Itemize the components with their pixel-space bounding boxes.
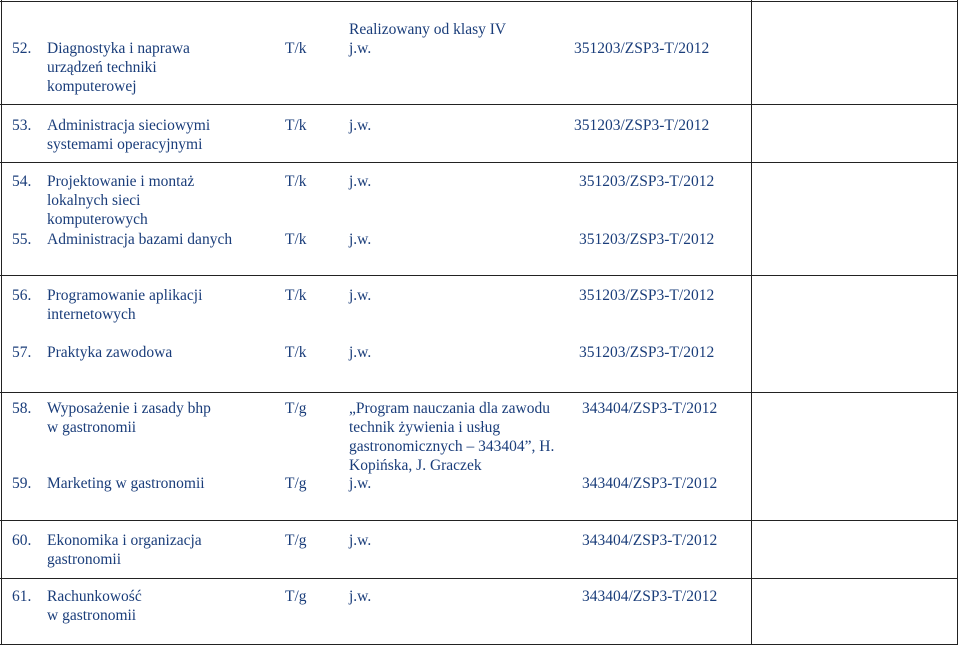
type-cell: T/k — [285, 344, 307, 361]
type-cell: T/k — [285, 287, 307, 304]
code-cell: 351203/ZSP3-T/2012 — [574, 117, 710, 134]
program-cell: j.w. — [349, 475, 372, 492]
subject-name-line: komputerowych — [47, 211, 148, 228]
row-number: 58. — [12, 400, 32, 417]
column-divider — [751, 0, 752, 644]
code-cell: 343404/ZSP3-T/2012 — [582, 588, 718, 605]
row-divider — [0, 1, 958, 2]
row-number: 52. — [12, 40, 32, 57]
subject-name-line: Administracja bazami danych — [47, 231, 233, 248]
code-cell: 343404/ZSP3-T/2012 — [582, 400, 718, 417]
program-cell: j.w. — [349, 287, 372, 304]
row-number: 54. — [12, 173, 32, 190]
program-line: technik żywienia i usług — [349, 419, 501, 436]
type-cell: T/g — [285, 475, 307, 492]
type-cell: T/g — [285, 532, 307, 549]
row-number: 61. — [12, 588, 32, 605]
program-line: gastronomicznych – 343404”, H. — [349, 438, 555, 455]
code-cell: 351203/ZSP3-T/2012 — [579, 344, 715, 361]
subject-name-line: Ekonomika i organizacja — [47, 532, 202, 549]
program-cell: j.w. — [349, 532, 372, 549]
subject-name-line: internetowych — [47, 306, 136, 323]
row-number: 56. — [12, 287, 32, 304]
subject-name-line: w gastronomii — [47, 607, 137, 624]
subject-name-line: Diagnostyka i naprawa — [47, 40, 190, 57]
subject-name-line: systemami operacyjnymi — [47, 136, 203, 153]
program-cell: j.w. — [349, 231, 372, 248]
header-note: Realizowany od klasy IV — [349, 21, 507, 38]
subject-name-line: Praktyka zawodowa — [47, 344, 173, 361]
subject-name-line: Administracja sieciowymi — [47, 117, 211, 134]
subject-name-line: Programowanie aplikacji — [47, 287, 203, 304]
subject-name-line: Rachunkowość — [47, 588, 142, 605]
row-number: 60. — [12, 532, 32, 549]
code-cell: 351203/ZSP3-T/2012 — [579, 231, 715, 248]
type-cell: T/k — [285, 40, 307, 57]
code-cell: 351203/ZSP3-T/2012 — [579, 287, 715, 304]
program-cell: j.w. — [349, 344, 372, 361]
program-cell: j.w. — [349, 588, 372, 605]
subject-name-line: lokalnych sieci — [47, 192, 141, 209]
row-divider — [0, 578, 958, 579]
code-cell: 343404/ZSP3-T/2012 — [582, 475, 718, 492]
subject-name-line: w gastronomii — [47, 419, 137, 436]
program-cell: j.w. — [349, 40, 372, 57]
type-cell: T/g — [285, 400, 307, 417]
row-number: 53. — [12, 117, 32, 134]
type-cell: T/k — [285, 117, 307, 134]
row-number: 57. — [12, 344, 32, 361]
row-divider — [0, 104, 958, 105]
row-divider — [0, 392, 958, 393]
code-cell: 351203/ZSP3-T/2012 — [574, 40, 710, 57]
program-cell: j.w. — [349, 117, 372, 134]
code-cell: 343404/ZSP3-T/2012 — [582, 532, 718, 549]
row-divider — [0, 520, 958, 521]
code-cell: 351203/ZSP3-T/2012 — [579, 173, 715, 190]
column-divider — [1, 0, 2, 644]
program-cell: j.w. — [349, 173, 372, 190]
column-divider — [957, 0, 958, 644]
subject-name-line: Wyposażenie i zasady bhp — [47, 400, 211, 417]
subject-name-line: Marketing w gastronomii — [47, 475, 205, 492]
row-number: 59. — [12, 475, 32, 492]
subject-name-line: urządzeń techniki — [47, 59, 157, 76]
program-line: Kopińska, J. Graczek — [349, 457, 482, 474]
row-divider — [0, 644, 958, 645]
subject-name-line: gastronomii — [47, 551, 122, 568]
type-cell: T/k — [285, 173, 307, 190]
type-cell: T/k — [285, 231, 307, 248]
program-line: „Program nauczania dla zawodu — [349, 400, 550, 417]
row-divider — [0, 162, 958, 163]
row-number: 55. — [12, 231, 32, 248]
row-divider — [0, 275, 958, 276]
subject-name-line: Projektowanie i montaż — [47, 173, 195, 190]
subject-name-line: komputerowej — [47, 78, 137, 95]
type-cell: T/g — [285, 588, 307, 605]
